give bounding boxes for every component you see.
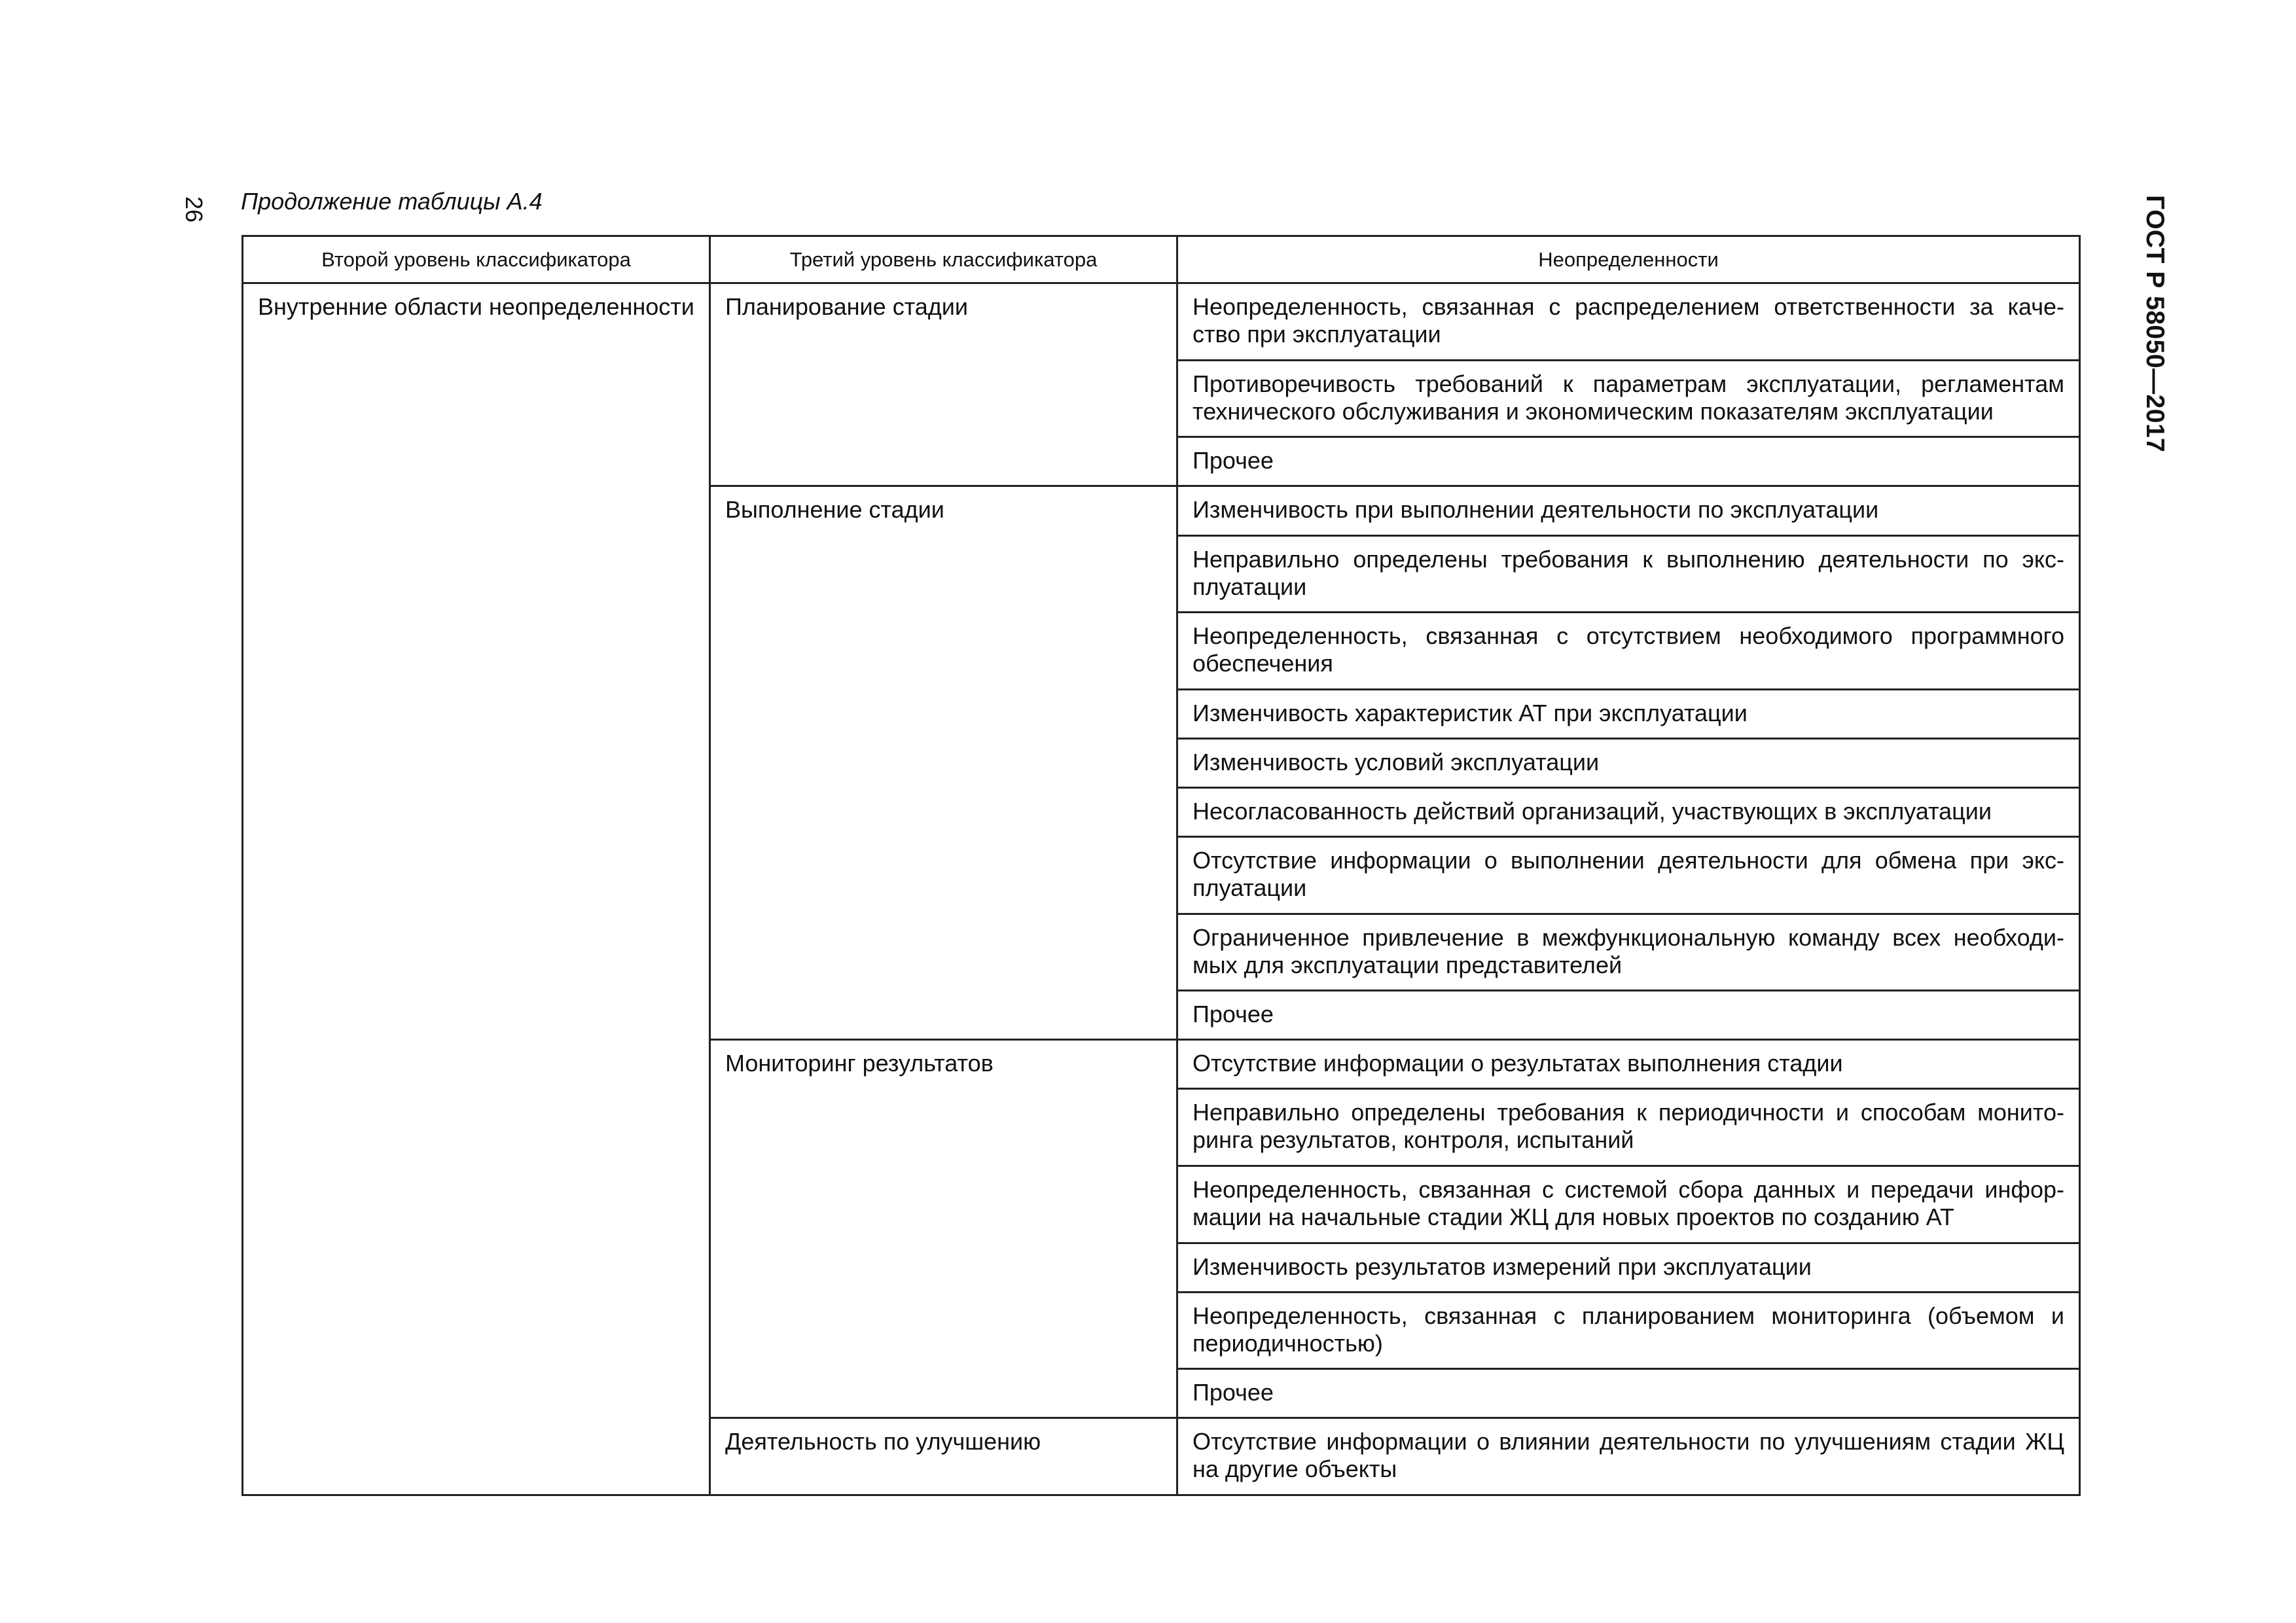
uncertainty-cell: Противоречивость требований к параметрам эксплуатации, регламентам технического обслуживания и экономическим показателям эксплуатации <box>1177 361 2080 437</box>
header-uncertainties: Неопределенности <box>1177 236 2080 283</box>
level2-cell: Внутренние области неопределенности <box>243 283 710 1495</box>
uncertainty-cell: Неопределенность, связанная с распределением ответственности за каче-ство при эксплуатации <box>1177 283 2080 361</box>
uncertainty-cell: Несогласованность действий организаций, участвующих в эксплуатации <box>1177 788 2080 837</box>
uncertainty-cell: Отсутствие информации о выполнении деятельности для обмена при экс-плуатации <box>1177 837 2080 914</box>
page-number: 26 <box>181 196 207 223</box>
table-row <box>243 283 2080 361</box>
uncertainty-cell: Изменчивость характеристик АТ при эксплуатации <box>1177 690 2080 739</box>
uncertainty-cell: Изменчивость при выполнении деятельности по эксплуатации <box>1177 486 2080 536</box>
uncertainty-cell: Отсутствие информации о результатах выполнения стадии <box>1177 1040 2080 1089</box>
header-level3: Третий уровень классификатора <box>710 236 1177 283</box>
uncertainty-cell: Прочее <box>1177 991 2080 1040</box>
level3-cell: Планирование стадии <box>710 283 1177 486</box>
uncertainty-cell: Неопределенность, связанная с отсутствием необходимого программного обеспечения <box>1177 613 2080 690</box>
uncertainty-cell: Отсутствие информации о влиянии деятельности по улучшениям стадии ЖЦ на другие объекты <box>1177 1418 2080 1495</box>
table-header-row <box>243 236 2080 283</box>
uncertainty-cell: Неправильно определены требования к выполнению деятельности по экс-плуатации <box>1177 536 2080 613</box>
uncertainty-cell: Неправильно определены требования к периодичности и способам монито-ринга результатов, контроля, испытаний <box>1177 1089 2080 1166</box>
level3-cell: Мониторинг результатов <box>710 1040 1177 1418</box>
uncertainty-cell: Изменчивость условий эксплуатации <box>1177 739 2080 788</box>
uncertainty-cell: Изменчивость результатов измерений при эксплуатации <box>1177 1243 2080 1293</box>
level3-cell: Выполнение стадии <box>710 486 1177 1040</box>
uncertainty-cell: Неопределенность, связанная с системой сбора данных и передачи инфор-мации на начальные стадии ЖЦ для новых проектов по созданию АТ <box>1177 1166 2080 1243</box>
level3-cell: Деятельность по улучшению <box>710 1418 1177 1495</box>
uncertainty-cell: Прочее <box>1177 1369 2080 1418</box>
uncertainty-cell: Неопределенность, связанная с планированием мониторинга (объемом и периодичностью) <box>1177 1293 2080 1369</box>
uncertainty-cell: Ограниченное привлечение в межфункциональную команду всех необходи-мых для эксплуатации представителей <box>1177 914 2080 991</box>
table-continuation-caption: Продолжение таблицы А.4 <box>241 188 543 215</box>
header-level2: Второй уровень классификатора <box>243 236 710 283</box>
uncertainty-cell: Прочее <box>1177 437 2080 486</box>
standard-designation: ГОСТ Р 58050—2017 <box>2141 195 2169 453</box>
classifier-table <box>242 235 2081 1496</box>
